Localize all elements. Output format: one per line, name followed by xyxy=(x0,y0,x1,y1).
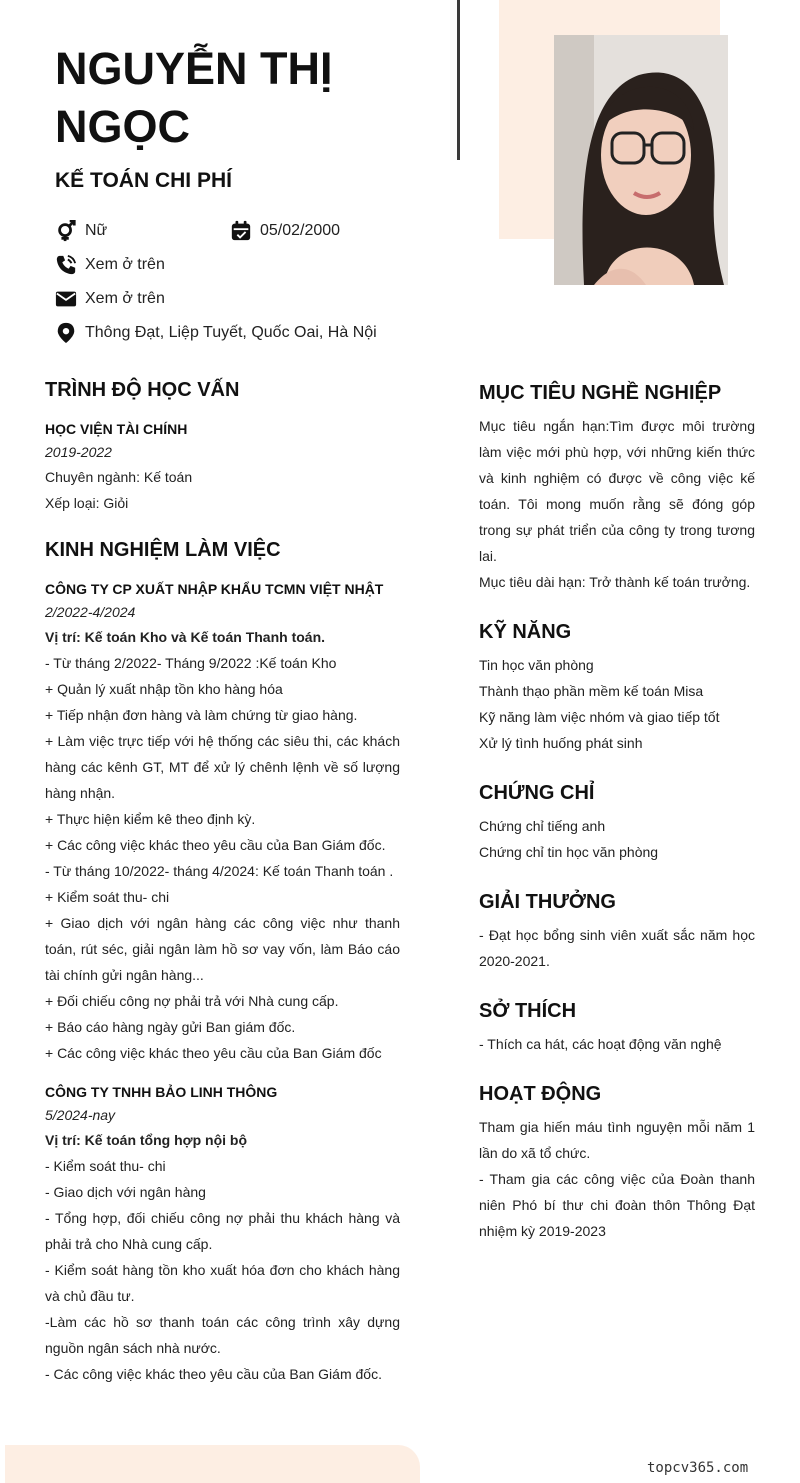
location-pin-icon xyxy=(55,322,77,344)
job-2-company: CÔNG TY TNHH BẢO LINH THÔNG xyxy=(45,1084,278,1100)
job-2-line: -Làm các hồ sơ thanh toán các công trình xây dựng nguồn ngân sách nhà nước. xyxy=(45,1314,400,1356)
email-value: Xem ở trên xyxy=(85,290,165,307)
awards-title: GIẢI THƯỞNG xyxy=(479,891,616,913)
address-row xyxy=(55,321,377,345)
awards-text: - Đạt học bổng sinh viên xuất sắc năm học 2020-2021. xyxy=(479,927,755,969)
profile-photo xyxy=(554,35,728,285)
job-2-details xyxy=(45,1127,400,1387)
address-value: Thông Đạt, Liệp Tuyết, Quốc Oai, Hà Nội xyxy=(85,324,377,341)
job-1-period: 2/2022-4/2024 xyxy=(45,604,136,620)
header-divider xyxy=(457,0,460,160)
activity-item: - Tham gia các công việc của Đoàn thanh niên Phó bí thư chi đoàn thôn Thông Đạt nhiệm kỳ 2019-2023 xyxy=(479,1171,755,1239)
job-1-line: + Giao dịch với ngân hàng các công việc như thanh toán, rút séc, giải ngân làm hồ sơ vay vốn, làm Báo cáo tài chính gửi ngân hàng... xyxy=(45,915,400,983)
education-major: Chuyên ngành: Kế toán xyxy=(45,469,193,485)
calendar-icon xyxy=(230,220,252,242)
skill-item: Tin học văn phòng xyxy=(479,657,594,673)
phone-icon xyxy=(55,254,77,276)
education-grade: Xếp loại: Giỏi xyxy=(45,495,129,511)
job-title: KẾ TOÁN CHI PHÍ xyxy=(55,169,232,192)
job-2-role: Vị trí: Kế toán tổng hợp nội bộ xyxy=(45,1132,248,1148)
objective-short: Mục tiêu ngắn hạn:Tìm được môi trường làm việc mới phù hợp, với những kiến thức và kinh nghiệm có được về công việc kế toán. Tôi mong muốn rằng sẽ đóng góp trong sự phát triển của công ty trong tương lai. xyxy=(479,418,755,564)
job-1-line: + Đối chiếu công nợ phải trả với Nhà cung cấp. xyxy=(45,993,339,1009)
activity-item: Tham gia hiến máu tình nguyện mỗi năm 1 lần do xã tổ chức. xyxy=(479,1119,755,1161)
job-2-line: - Các công việc khác theo yêu cầu của Ban Giám đốc. xyxy=(45,1366,382,1382)
gender-row xyxy=(55,219,107,243)
gender-icon xyxy=(55,220,77,242)
job-1-line: - Từ tháng 10/2022- tháng 4/2024: Kế toán Thanh toán . xyxy=(45,863,394,879)
birthday-row xyxy=(230,219,340,243)
school-name: HỌC VIỆN TÀI CHÍNH xyxy=(45,421,188,437)
job-1-line: - Từ tháng 2/2022- Tháng 9/2022 :Kế toán Kho xyxy=(45,655,337,671)
skill-item: Thành thạo phần mềm kế toán Misa xyxy=(479,683,704,699)
activities-title: HOẠT ĐỘNG xyxy=(479,1083,602,1105)
job-1-line: + Các công việc khác theo yêu cầu của Ban Giám đốc. xyxy=(45,837,386,853)
skill-item: Xử lý tình huống phát sinh xyxy=(479,735,643,751)
job-2-line: - Tổng hợp, đối chiếu công nợ phải thu khách hàng và phải trả cho Nhà cung cấp. xyxy=(45,1210,400,1252)
candidate-name: NGUYỄN THỊ NGỌC xyxy=(55,43,333,152)
objective-long: Mục tiêu dài hạn: Trở thành kế toán trưởng. xyxy=(479,574,751,590)
skills-list xyxy=(479,652,755,756)
job-1-role: Vị trí: Kế toán Kho và Kế toán Thanh toán. xyxy=(45,629,326,645)
job-2-line: - Giao dịch với ngân hàng xyxy=(45,1184,206,1200)
experience-title: KINH NGHIỆM LÀM VIỆC xyxy=(45,539,281,561)
job-1-line: + Các công việc khác theo yêu cầu của Ban Giám đốc xyxy=(45,1045,382,1061)
phone-row xyxy=(55,253,165,277)
job-1-line: + Báo cáo hàng ngày gửi Ban giám đốc. xyxy=(45,1019,296,1035)
skill-item: Kỹ năng làm việc nhóm và giao tiếp tốt xyxy=(479,709,720,725)
phone-value: Xem ở trên xyxy=(85,256,165,273)
hobbies-text: - Thích ca hát, các hoạt động văn nghệ xyxy=(479,1036,722,1052)
objective-details xyxy=(479,413,755,595)
objective-title: MỤC TIÊU NGHỀ NGHIỆP xyxy=(479,382,722,404)
job-2-line: - Kiểm soát thu- chi xyxy=(45,1158,166,1174)
job-2-period: 5/2024-nay xyxy=(45,1107,116,1123)
activities-list xyxy=(479,1114,755,1244)
birthday-value: 05/02/2000 xyxy=(260,222,341,239)
certificates-title: CHỨNG CHỈ xyxy=(479,782,595,804)
certificates-list xyxy=(479,813,755,865)
certificate-item: Chứng chỉ tiếng anh xyxy=(479,818,606,834)
education-period: 2019-2022 xyxy=(45,444,112,460)
job-1-details xyxy=(45,624,400,1066)
email-row xyxy=(55,287,165,311)
skills-title: KỸ NĂNG xyxy=(479,621,572,643)
hobbies-title: SỞ THÍCH xyxy=(479,1000,577,1022)
education-title: TRÌNH ĐỘ HỌC VẤN xyxy=(45,379,240,401)
envelope-icon xyxy=(55,288,77,310)
job-1-line: + Tiếp nhận đơn hàng và làm chứng từ giao hàng. xyxy=(45,707,358,723)
job-1-line: + Thực hiện kiểm kê theo định kỳ. xyxy=(45,811,256,827)
gender-value: Nữ xyxy=(85,222,108,239)
job-1-company: CÔNG TY CP XUẤT NHẬP KHẨU TCMN VIỆT NHẬT xyxy=(45,581,384,597)
footer-site: topcv365.com xyxy=(647,1460,749,1476)
certificate-item: Chứng chỉ tin học văn phòng xyxy=(479,844,659,860)
decorative-block-bottom xyxy=(5,1445,420,1483)
job-1-line: + Làm việc trực tiếp với hệ thống các siêu thi, các khách hàng các kênh GT, MT để xử lý chênh lệnh về số lượng hàng nhận. xyxy=(45,733,400,801)
job-1-line: + Quản lý xuất nhập tồn kho hàng hóa xyxy=(45,681,283,697)
education-details xyxy=(45,464,400,516)
job-2-line: - Kiểm soát hàng tồn kho xuất hóa đơn cho khách hàng và chủ đầu tư. xyxy=(45,1262,400,1304)
job-1-line: + Kiểm soát thu- chi xyxy=(45,889,170,905)
